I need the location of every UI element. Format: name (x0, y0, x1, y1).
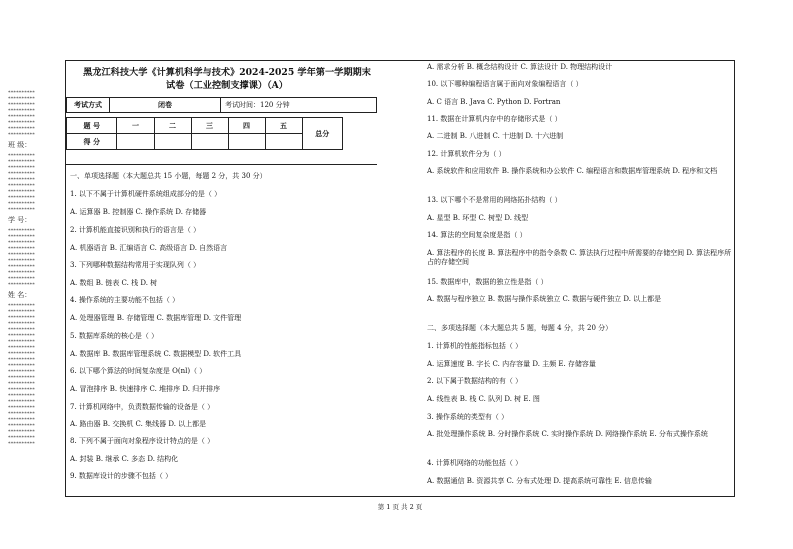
question-text: 12. 计算机软件分为（ ） (427, 150, 506, 158)
gutter-dot-row: ********** (8, 258, 35, 264)
question-options: A. 数组 B. 链表 C. 栈 D. 树 (70, 279, 158, 287)
question-text: 3. 操作系统的类型有（ ） (427, 413, 509, 421)
question-text: 8. 下列不属于面向对象程序设计特点的是（ ） (70, 437, 215, 445)
gutter-dot-row: ********** (8, 270, 35, 276)
gutter-dot-row: ********** (8, 375, 35, 381)
gutter-dot-row: ********** (8, 411, 35, 417)
score-col-4: 四 (228, 118, 265, 134)
score-col-2: 二 (154, 118, 191, 134)
gutter-dot-row: ********** (8, 177, 35, 183)
gutter-dot-row: ********** (8, 327, 35, 333)
question-options: A. 系统软件和应用软件 B. 操作系统和办公软件 C. 编程语言和数据库管理系统 D. 程序和文档 (427, 167, 718, 175)
question-text: 5. 数据库系统的核心是（ ） (70, 332, 159, 340)
header-divider (66, 164, 377, 165)
question-options: A. 算法程序的长度 B. 算法程序中的指令条数 C. 算法执行过程中所需要的存储空间 D. 算法程序所占的存储空间 (427, 249, 732, 266)
exam-info-table (66, 97, 377, 113)
question-text: 7. 计算机网络中，负责数据传输的设备是（ ） (70, 403, 215, 411)
score-col-1: 一 (117, 118, 154, 134)
gutter-dot-row: ********** (8, 201, 35, 207)
score-row-label: 题 号 (67, 118, 117, 134)
student-id-label: 学 号： (8, 216, 32, 224)
gutter-dot-row: ********** (8, 228, 35, 234)
gutter-dots-name (8, 303, 60, 447)
question-options: A. 封装 B. 继承 C. 多态 D. 结构化 (70, 455, 179, 463)
gutter-dot-row: ********** (8, 399, 35, 405)
question-text: 14. 算法的空间复杂度是指（ ） (427, 231, 527, 239)
gutter-dot-row: ********** (8, 132, 35, 138)
question-text: 11. 数据在计算机内存中的存储形式是（ ） (427, 115, 562, 123)
gutter-dot-row: ********** (8, 381, 35, 387)
gutter-dot-row: ********** (8, 303, 35, 309)
question-options: A. 二进制 B. 八进制 C. 十进制 D. 十六进制 (427, 132, 564, 140)
question-text: 6. 以下哪个算法的时间复杂度是 O(nl)（ ） (70, 367, 207, 375)
gutter-dot-row: ********** (8, 195, 35, 201)
gutter-dot-row: ********** (8, 102, 35, 108)
total-score-label: 总分 (302, 118, 342, 150)
page-footer: 第 1 页 共 2 页 (377, 503, 423, 511)
gutter-dot-row: ********** (8, 339, 35, 345)
question-options: A. 冒泡排序 B. 快速排序 C. 堆排序 D. 归并排序 (70, 385, 221, 393)
exam-title-line2: 试卷（工业控制支撑课）（A） (166, 80, 288, 91)
gutter-dot-row: ********** (8, 345, 35, 351)
exam-title-line1: 黑龙江科技大学《计算机科学与技术》2024-2025 学年第一学期期末 (83, 67, 371, 78)
gutter-dot-row: ********** (8, 309, 35, 315)
question-options: A. 数据与程序独立 B. 数据与操作系统独立 C. 数据与硬件独立 D. 以上都是 (427, 295, 662, 303)
question-text: 2. 计算机能直接识别和执行的语言是（ ） (70, 226, 201, 234)
question-options: A. C 语言 B. Java C. Python D. Fortran (427, 98, 561, 106)
score-col-3: 三 (191, 118, 228, 134)
gutter-dot-row: ********** (8, 234, 35, 240)
gutter-dot-row: ********** (8, 153, 35, 159)
section-2-heading: 二、多项选择题（本大题总共 5 题，每题 4 分，共 20 分） (427, 324, 613, 332)
gutter-dot-row: ********** (8, 435, 35, 441)
question-options: A. 需求分析 B. 概念结构设计 C. 算法设计 D. 物理结构设计 (427, 63, 613, 71)
question-text: 9. 数据库设计的步骤不包括（ ） (70, 472, 173, 480)
gutter-dot-row: ********** (8, 282, 35, 288)
score-cell-5 (265, 134, 302, 150)
question-options: A. 运算速度 B. 字长 C. 内存容量 D. 主频 E. 存储容量 (427, 360, 596, 368)
gutter-dot-row: ********** (8, 171, 35, 177)
question-text: 1. 计算机的性能指标包括（ ） (427, 342, 523, 350)
question-options: A. 处理器管理 B. 存储管理 C. 数据库管理 D. 文件管理 (70, 314, 242, 322)
gutter-dot-row: ********** (8, 96, 35, 102)
question-options: A. 机器语言 B. 汇编语言 C. 高级语言 D. 自然语言 (70, 244, 228, 252)
binding-gutter (8, 90, 60, 530)
score-cell-2 (154, 134, 191, 150)
gutter-dots-top (8, 90, 60, 138)
gutter-dot-row: ********** (8, 363, 35, 369)
gutter-dot-row: ********** (8, 240, 35, 246)
gutter-dot-row: ********** (8, 441, 35, 447)
name-label: 姓 名： (8, 291, 32, 299)
gutter-dot-row: ********** (8, 165, 35, 171)
gutter-dot-row: ********** (8, 183, 35, 189)
gutter-dot-row: ********** (8, 264, 35, 270)
question-options: A. 路由器 B. 交换机 C. 集线器 D. 以上都是 (70, 420, 207, 428)
gutter-dot-row: ********** (8, 429, 35, 435)
gutter-dot-row: ********** (8, 90, 35, 96)
question-options: A. 批处理操作系统 B. 分时操作系统 C. 实时操作系统 D. 网络操作系统 E. 分布式操作系统 (427, 430, 708, 438)
gutter-dots-class (8, 153, 60, 213)
question-text: 10. 以下哪种编程语言属于面向对象编程语言（ ） (427, 80, 583, 88)
gutter-dot-row: ********** (8, 405, 35, 411)
question-options: A. 数据库 B. 数据库管理系统 C. 数据模型 D. 软件工具 (70, 350, 242, 358)
gutter-dot-row: ********** (8, 120, 35, 126)
gutter-dot-row: ********** (8, 108, 35, 114)
exam-mode-value: 闭卷 (110, 98, 221, 113)
gutter-dot-row: ********** (8, 357, 35, 363)
score-table (66, 117, 343, 150)
question-text: 4. 计算机网络的功能包括（ ） (427, 459, 523, 467)
gutter-dot-row: ********** (8, 207, 35, 213)
question-options: A. 线性表 B. 栈 C. 队列 D. 树 E. 图 (427, 395, 540, 403)
score-obtained-label: 得 分 (67, 134, 117, 150)
score-col-5: 五 (265, 118, 302, 134)
exam-time: 考试时间：120 分钟 (221, 98, 377, 113)
gutter-dot-row: ********** (8, 393, 35, 399)
gutter-dot-row: ********** (8, 417, 35, 423)
gutter-dot-row: ********** (8, 114, 35, 120)
gutter-dot-row: ********** (8, 351, 35, 357)
question-text: 2. 以下属于数据结构的有（ ） (427, 377, 523, 385)
gutter-dot-row: ********** (8, 333, 35, 339)
question-options: A. 星型 B. 环型 C. 树型 D. 线型 (427, 214, 529, 222)
gutter-dot-row: ********** (8, 387, 35, 393)
gutter-dot-row: ********** (8, 276, 35, 282)
gutter-dot-row: ********** (8, 321, 35, 327)
gutter-dot-row: ********** (8, 189, 35, 195)
section-1-heading: 一、单项选择题（本大题总共 15 小题，每题 2 分，共 30 分） (70, 172, 267, 180)
class-label: 班 级： (8, 141, 32, 149)
question-text: 15. 数据库中，数据的独立性是指（ ） (427, 278, 548, 286)
question-text: 3. 下列哪种数据结构常用于实现队列（ ） (70, 261, 201, 269)
score-cell-1 (117, 134, 154, 150)
gutter-dot-row: ********** (8, 423, 35, 429)
gutter-dot-row: ********** (8, 159, 35, 165)
question-text: 1. 以下不属于计算机硬件系统组成部分的是（ ） (70, 190, 222, 198)
gutter-dot-row: ********** (8, 369, 35, 375)
gutter-dots-id (8, 228, 60, 288)
question-options: A. 运算器 B. 控制器 C. 操作系统 D. 存储器 (70, 208, 207, 216)
exam-mode-label: 考试方式 (67, 98, 110, 113)
question-options: A. 数据通信 B. 资源共享 C. 分布式处理 D. 提高系统可靠性 E. 信息传输 (427, 477, 652, 485)
gutter-dot-row: ********** (8, 252, 35, 258)
question-text: 4. 操作系统的主要功能不包括（ ） (70, 296, 180, 304)
score-cell-3 (191, 134, 228, 150)
question-text: 13. 以下哪个不是常用的网络拓扑结构（ ） (427, 196, 562, 204)
gutter-dot-row: ********** (8, 246, 35, 252)
score-cell-4 (228, 134, 265, 150)
gutter-dot-row: ********** (8, 315, 35, 321)
gutter-dot-row: ********** (8, 126, 35, 132)
